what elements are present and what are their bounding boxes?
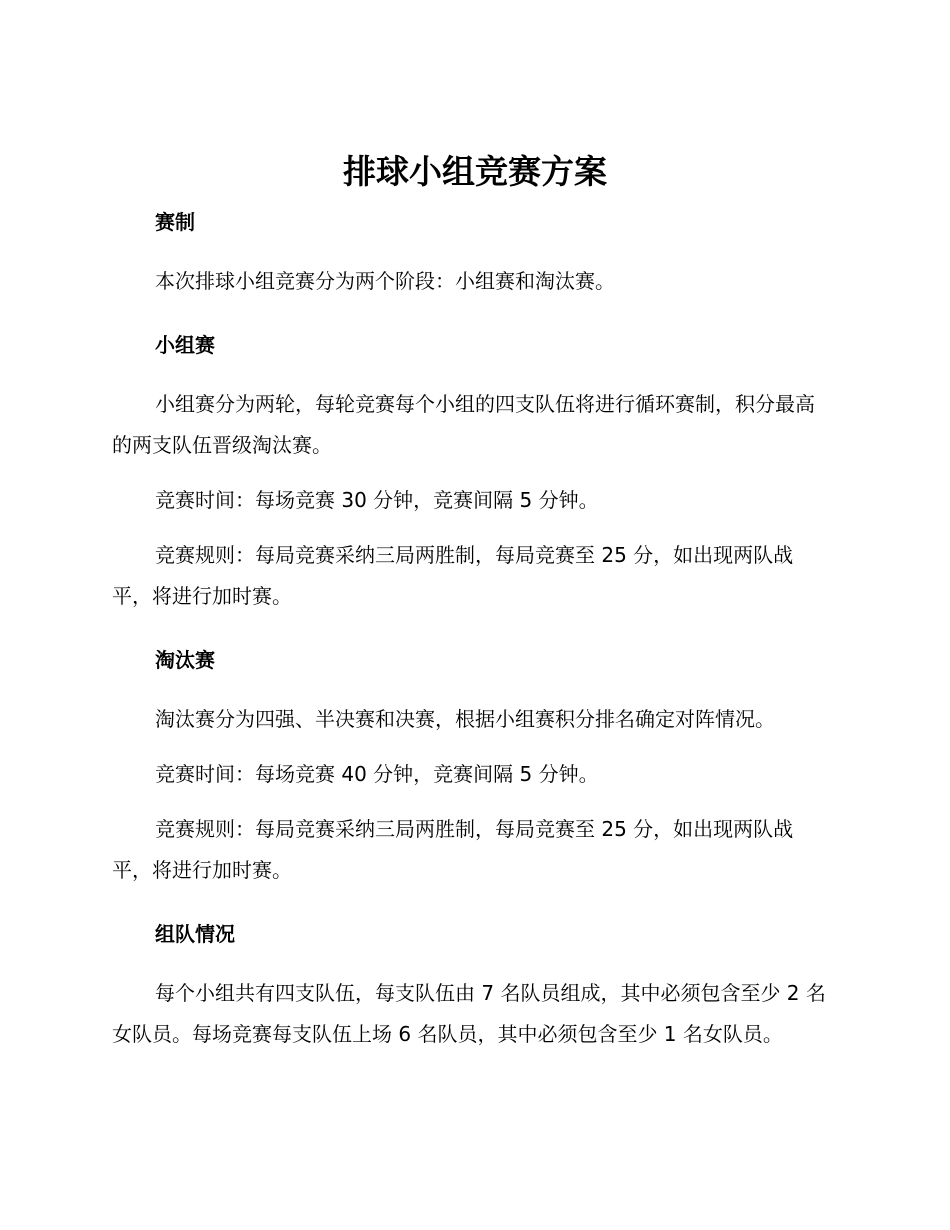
group-paragraph-intro: 小组赛分为两轮，每轮竞赛每个小组的四支队伍将进行循环赛制，积分最高的两支队伍晋级淘汰赛。	[112, 392, 815, 457]
document-body	[112, 205, 832, 1055]
group-paragraph-time: 竞赛时间：每场竞赛 30 分钟，竞赛间隔 5 分钟。	[155, 488, 599, 512]
knockout-paragraph-rules: 竞赛规则：每局竞赛采纳三局两胜制，每局竞赛至 25 分，如出现两队战平，将进行加时赛。	[112, 817, 794, 882]
document-title: 排球小组竞赛方案	[343, 152, 607, 191]
format-paragraph: 本次排球小组竞赛分为两个阶段：小组赛和淘汰赛。	[155, 269, 615, 293]
section-heading-teams: 组队情况	[155, 922, 235, 946]
knockout-paragraph-time: 竞赛时间：每场竞赛 40 分钟，竞赛间隔 5 分钟。	[155, 762, 599, 786]
section-heading-group: 小组赛	[155, 333, 215, 357]
group-paragraph-rules: 竞赛规则：每局竞赛采纳三局两胜制，每局竞赛至 25 分，如出现两队战平，将进行加时赛。	[112, 543, 794, 608]
teams-paragraph: 每个小组共有四支队伍，每支队伍由 7 名队员组成，其中必须包含至少 2 名女队员。每场竞赛每支队伍上场 6 名队员，其中必须包含至少 1 名女队员。	[112, 981, 826, 1046]
section-heading-format: 赛制	[155, 210, 195, 234]
knockout-paragraph-intro: 淘汰赛分为四强、半决赛和决赛，根据小组赛积分排名确定对阵情况。	[155, 707, 775, 731]
section-heading-knockout: 淘汰赛	[155, 648, 215, 672]
